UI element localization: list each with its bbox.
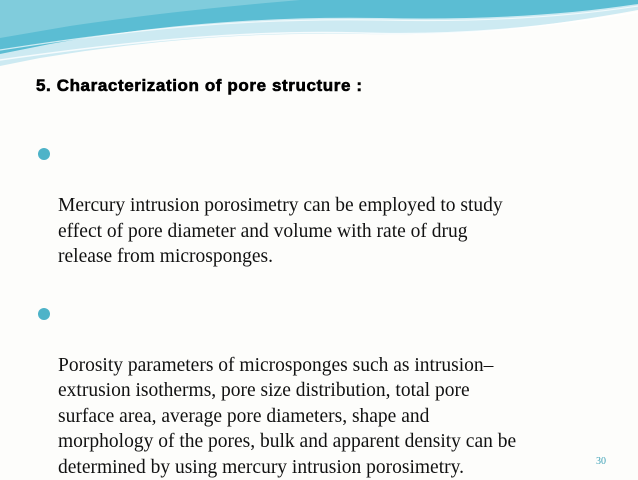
page-number: 30: [596, 456, 606, 467]
bullet-dot-icon: [38, 308, 50, 320]
header-wave-decoration: [0, 0, 638, 70]
bullet-text: Porosity parameters of microsponges such as intrusion– extrusion isotherms, pore size distribution, total pore surface area, average pore diameters, shape and morphology of the pores, bulk and apparent density can be determined by using mercury intrusion porosimetry.: [58, 355, 516, 478]
slide-title: 5. Characterization of pore structure :: [36, 76, 363, 96]
bullet-item: [36, 142, 606, 270]
bullet-item: [36, 302, 606, 480]
bullet-dot-icon: [38, 148, 50, 160]
bullet-text: Mercury intrusion porosimetry can be employed to study effect of pore diameter and volume with rate of drug release from microsponges.: [58, 195, 503, 267]
bullet-list: [36, 142, 606, 480]
